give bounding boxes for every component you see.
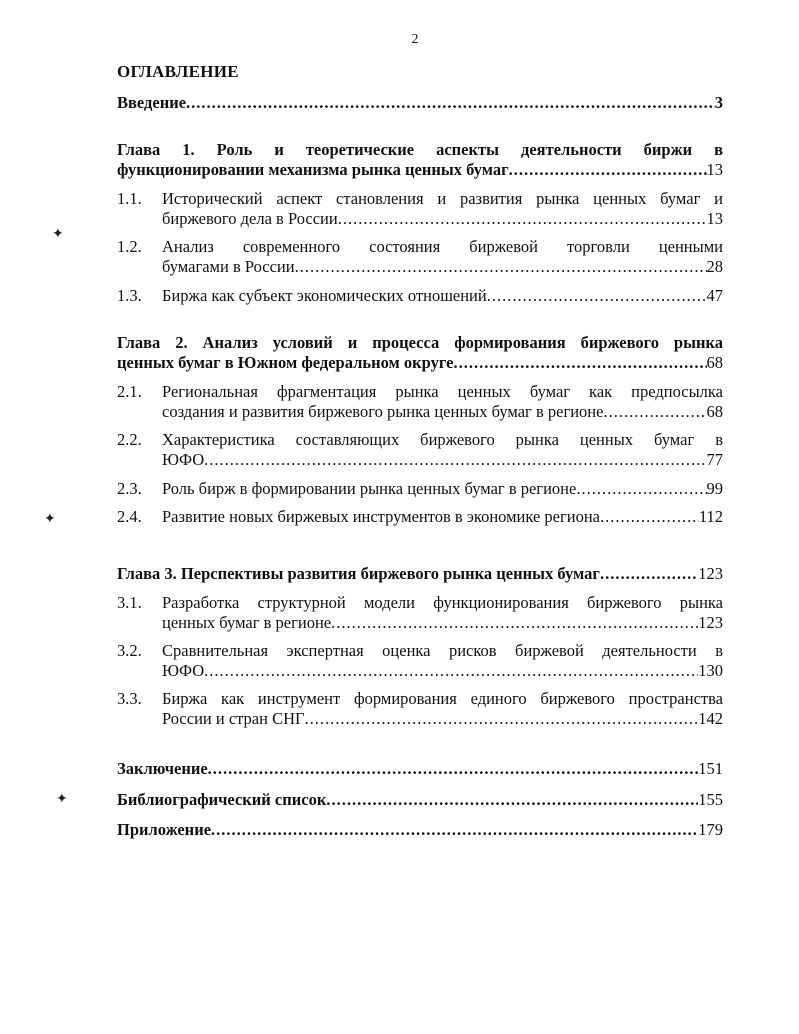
toc-item-page: 130	[698, 661, 723, 680]
toc-bibliography-label: Библиографический список	[117, 790, 327, 809]
toc-item-number: 3.3.	[117, 689, 142, 708]
toc-conclusion-label: Заключение	[117, 759, 208, 778]
leader-dots	[326, 790, 698, 810]
toc-conclusion	[117, 759, 723, 779]
toc-chapter1	[117, 160, 723, 180]
toc-item-text: бумагами в России	[162, 257, 295, 276]
toc-item-line	[162, 286, 723, 306]
page-title: ОГЛАВЛЕНИЕ	[117, 62, 239, 81]
toc-item-number: 1.3.	[117, 286, 142, 305]
toc-chapter1-title: Глава 1. Роль и теоретические аспекты деятельности биржи в	[117, 140, 723, 159]
toc-item-line	[162, 661, 723, 681]
toc-item-page: 123	[698, 613, 723, 632]
toc-item-page: 13	[706, 209, 723, 228]
toc-item-text: Исторический аспект становления и развития рынка ценных бумаг и	[162, 189, 723, 208]
leader-dots	[211, 820, 698, 840]
toc-item-text: Характеристика составляющих биржевого рынка ценных бумаг в	[162, 430, 723, 449]
toc-item-number: 2.4.	[117, 507, 142, 526]
toc-item-page: 112	[698, 507, 723, 526]
toc-item-page: 142	[698, 709, 723, 728]
leader-dots	[603, 402, 706, 422]
toc-item-text: ценных бумаг в регионе	[162, 613, 332, 632]
toc-intro	[117, 93, 723, 113]
toc-intro-label: Введение	[117, 93, 187, 112]
toc-item-text: Биржа как инструмент формирования единого биржевого пространства	[162, 689, 723, 708]
leader-dots	[331, 613, 698, 633]
leader-dots	[453, 353, 706, 373]
toc-item-number: 3.1.	[117, 593, 142, 612]
toc-intro-page: 3	[714, 93, 723, 112]
toc-item-text: ЮФО	[162, 450, 205, 469]
toc-item-number: 1.1.	[117, 189, 142, 208]
toc-item-text: Региональная фрагментация рынка ценных бумаг как предпосылка	[162, 382, 723, 401]
toc-item-text: создания и развития биржевого рынка ценных бумаг в регионе	[162, 402, 604, 421]
toc-chapter1-label: функционировании механизма рынка ценных бумаг	[117, 160, 509, 179]
toc-chapter2-label: ценных бумаг в Южном федеральном округе	[117, 353, 454, 372]
toc-item-number: 2.2.	[117, 430, 142, 449]
leader-dots	[204, 661, 698, 681]
leader-dots	[338, 209, 707, 229]
toc-bibliography-page: 155	[698, 790, 723, 809]
toc-appendix-label: Приложение	[117, 820, 212, 839]
toc-item-text: Сравнительная экспертная оценка рисков биржевой деятельности в	[162, 641, 723, 660]
margin-mark-icon: ✦	[52, 227, 64, 242]
toc-item-text: Биржа как субъект экономических отношений	[162, 286, 487, 305]
page-number: 2	[411, 32, 419, 47]
toc-chapter2-page: 68	[706, 353, 723, 372]
toc-chapter3-page: 123	[698, 564, 723, 583]
leader-dots	[186, 93, 715, 113]
leader-dots	[204, 450, 706, 470]
toc-item-number: 3.2.	[117, 641, 142, 660]
leader-dots	[509, 160, 707, 180]
toc-item-line	[162, 709, 723, 729]
toc-item-line	[162, 257, 723, 277]
toc-item-text: Развитие новых биржевых инструментов в экономике региона	[162, 507, 600, 526]
toc-chapter3	[117, 564, 723, 584]
toc-item-line	[162, 402, 723, 422]
toc-bibliography	[117, 790, 723, 810]
toc-chapter2	[117, 353, 723, 373]
leader-dots	[600, 507, 699, 527]
leader-dots	[305, 709, 699, 729]
leader-dots	[487, 286, 707, 306]
toc-item-text: Роль бирж в формировании рынка ценных бумаг в регионе	[162, 479, 577, 498]
toc-chapter1-page: 13	[706, 160, 723, 179]
toc-item-page: 68	[706, 402, 723, 421]
toc-chapter2-title: Глава 2. Анализ условий и процесса формирования биржевого рынка	[117, 333, 723, 352]
toc-conclusion-page: 151	[698, 759, 723, 778]
leader-dots	[208, 759, 699, 779]
margin-mark-icon: ✦	[44, 512, 56, 527]
toc-item-number: 1.2.	[117, 237, 142, 256]
toc-item-text: биржевого дела в России	[162, 209, 338, 228]
toc-item-line	[162, 450, 723, 470]
toc-item-text: России и стран СНГ	[162, 709, 305, 728]
toc-item-line	[162, 613, 723, 633]
toc-item-page: 99	[706, 479, 723, 498]
leader-dots	[576, 479, 706, 499]
toc-item-line	[162, 209, 723, 229]
toc-appendix	[117, 820, 723, 840]
toc-item-number: 2.1.	[117, 382, 142, 401]
margin-mark-icon: ✦	[56, 792, 68, 807]
toc-item-page: 28	[706, 257, 723, 276]
toc-item-text: Анализ современного состояния биржевой торговли ценными	[162, 237, 723, 256]
toc-chapter3-label: Глава 3. Перспективы развития биржевого рынка ценных бумаг	[117, 564, 600, 583]
leader-dots	[600, 564, 698, 584]
toc-item-text: Разработка структурной модели функционирования биржевого рынка	[162, 593, 723, 612]
toc-item-page: 77	[706, 450, 723, 469]
toc-item-line	[162, 507, 723, 527]
toc-item-text: ЮФО	[162, 661, 205, 680]
toc-item-line	[162, 479, 723, 499]
toc-item-page: 47	[706, 286, 723, 305]
toc-item-number: 2.3.	[117, 479, 142, 498]
leader-dots	[295, 257, 707, 277]
toc-appendix-page: 179	[698, 820, 723, 839]
